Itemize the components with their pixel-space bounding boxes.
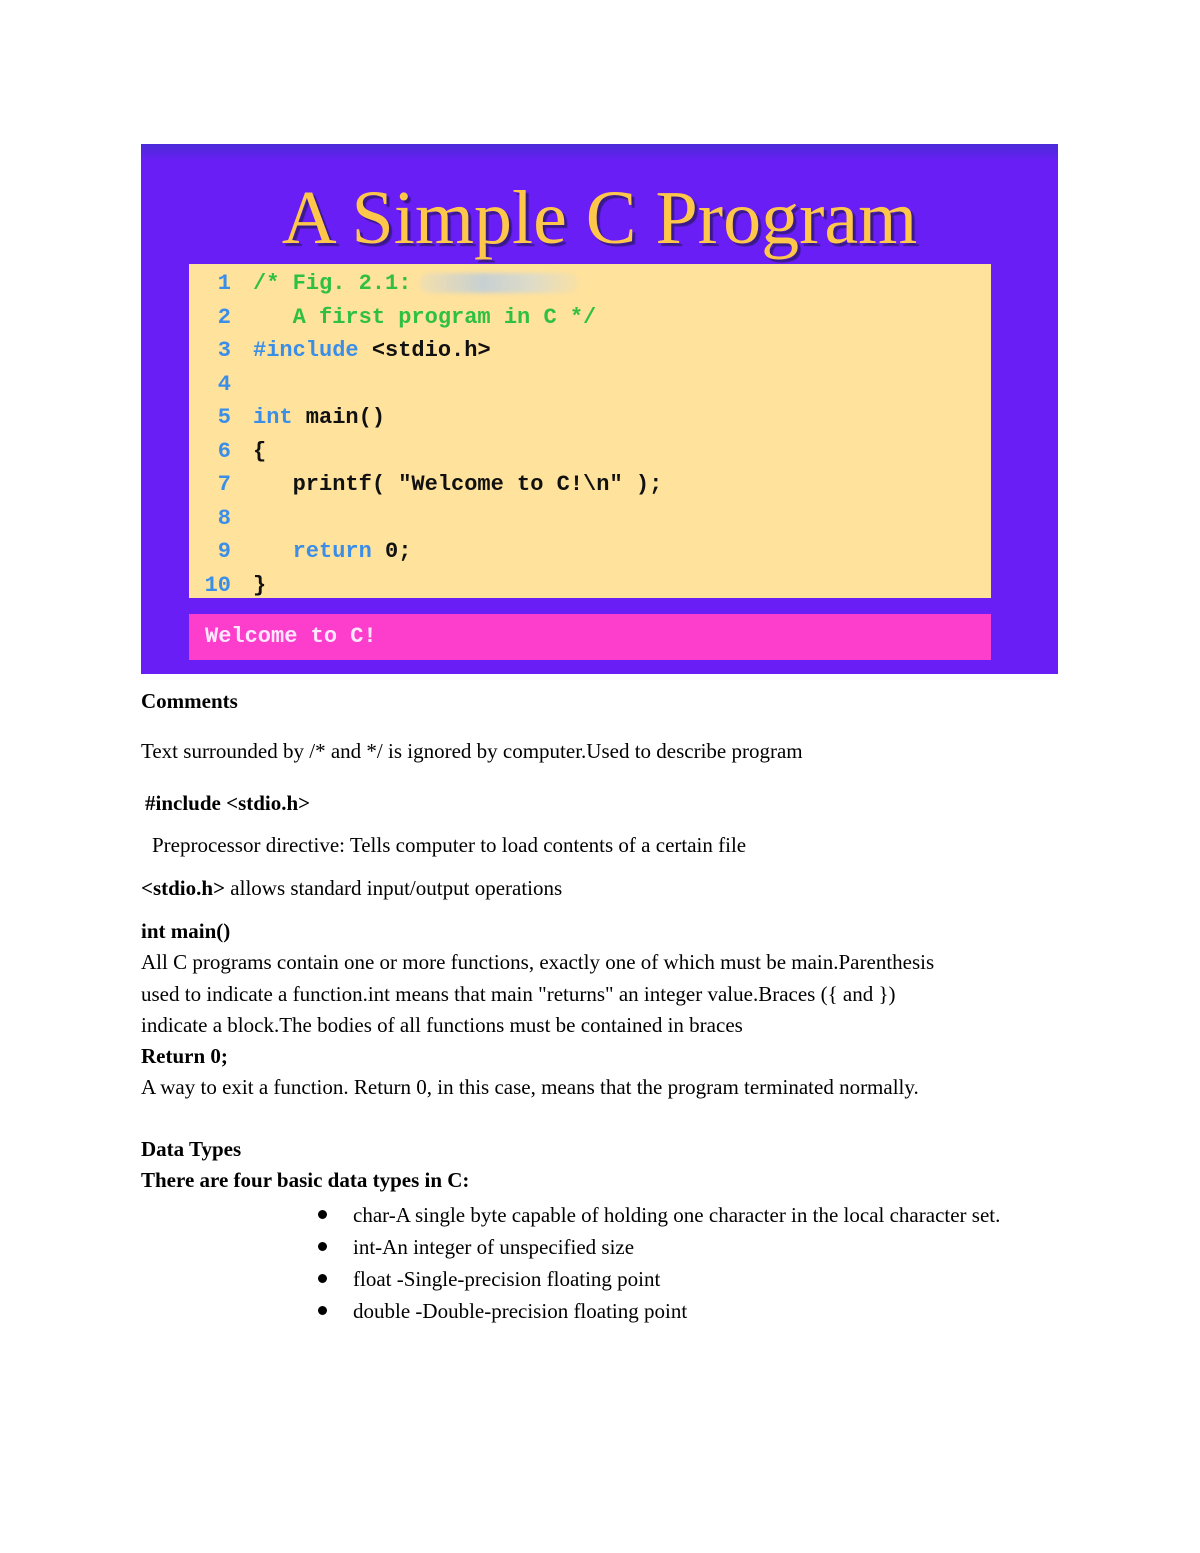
data-types-list: [318, 1199, 1058, 1327]
code-text: {: [253, 438, 267, 464]
comments-heading: Comments: [141, 689, 238, 713]
list-item-text: float -Single-precision floating point: [353, 1267, 661, 1291]
bullet-icon: [318, 1274, 327, 1283]
line-number: 6: [217, 438, 231, 464]
data-types-intro: There are four basic data types in C:: [141, 1168, 470, 1192]
redaction-smudge: [419, 273, 579, 293]
return-text: A way to exit a function. Return 0, in this case, means that the program terminated normally.: [141, 1075, 919, 1099]
code-text: A first program in C */: [253, 304, 597, 330]
include-heading: #include <stdio.h>: [145, 791, 311, 815]
list-item-text: char-A single byte capable of holding one character in the local character set.: [353, 1203, 1001, 1227]
bullet-icon: [318, 1306, 327, 1315]
code-text: return 0;: [253, 539, 412, 564]
list-item-text: int-An integer of unspecified size: [353, 1235, 635, 1259]
line-number: 2: [217, 304, 231, 330]
data-types-heading: Data Types: [141, 1137, 242, 1161]
slide-image: [141, 144, 1058, 674]
bullet-icon: [318, 1210, 327, 1219]
line-number: 9: [217, 539, 231, 564]
line-number: 4: [217, 371, 231, 397]
main-text-line3: indicate a block.The bodies of all functions must be contained in braces: [141, 1013, 743, 1037]
code-text: }: [253, 572, 267, 598]
comments-text: Text surrounded by /* and */ is ignored by computer.Used to describe program: [141, 739, 803, 763]
main-text-line1: All C programs contain one or more functions, exactly one of which must be main.Parenthesis: [141, 950, 935, 974]
code-listing: [189, 264, 991, 598]
stdio-line: [141, 874, 562, 902]
line-number: 8: [217, 505, 231, 531]
include-text: Preprocessor directive: Tells computer to load contents of a certain file: [152, 833, 747, 857]
code-text: /* Fig. 2.1:: [253, 267, 579, 301]
line-number: 5: [217, 405, 231, 430]
list-item-text: double -Double-precision floating point: [353, 1299, 688, 1323]
line-number: 1: [217, 271, 231, 296]
main-heading: int main(): [141, 919, 231, 943]
code-text: #include <stdio.h>: [253, 338, 491, 363]
list-item: [318, 1231, 1058, 1263]
main-text-line2: used to indicate a function.int means that main "returns" an integer value.Braces ({ and }): [141, 982, 896, 1006]
program-output: [189, 614, 991, 660]
code-text: int main(): [253, 405, 386, 430]
return-heading: Return 0;: [141, 1044, 228, 1068]
code-text: printf( "Welcome to C!\n" );: [253, 472, 663, 497]
line-number: 7: [217, 472, 231, 497]
bullet-icon: [318, 1242, 327, 1251]
program-output-text: Welcome to C!: [205, 624, 377, 649]
line-number: 3: [217, 338, 231, 363]
list-item: [318, 1199, 1058, 1231]
line-number: 10: [204, 572, 231, 598]
list-item: [318, 1263, 1058, 1295]
stdio-text: allows standard input/output operations: [225, 876, 563, 900]
slide-title: A Simple C Program: [281, 176, 918, 260]
stdio-bold: <stdio.h>: [141, 876, 226, 900]
list-item: [318, 1295, 1058, 1327]
